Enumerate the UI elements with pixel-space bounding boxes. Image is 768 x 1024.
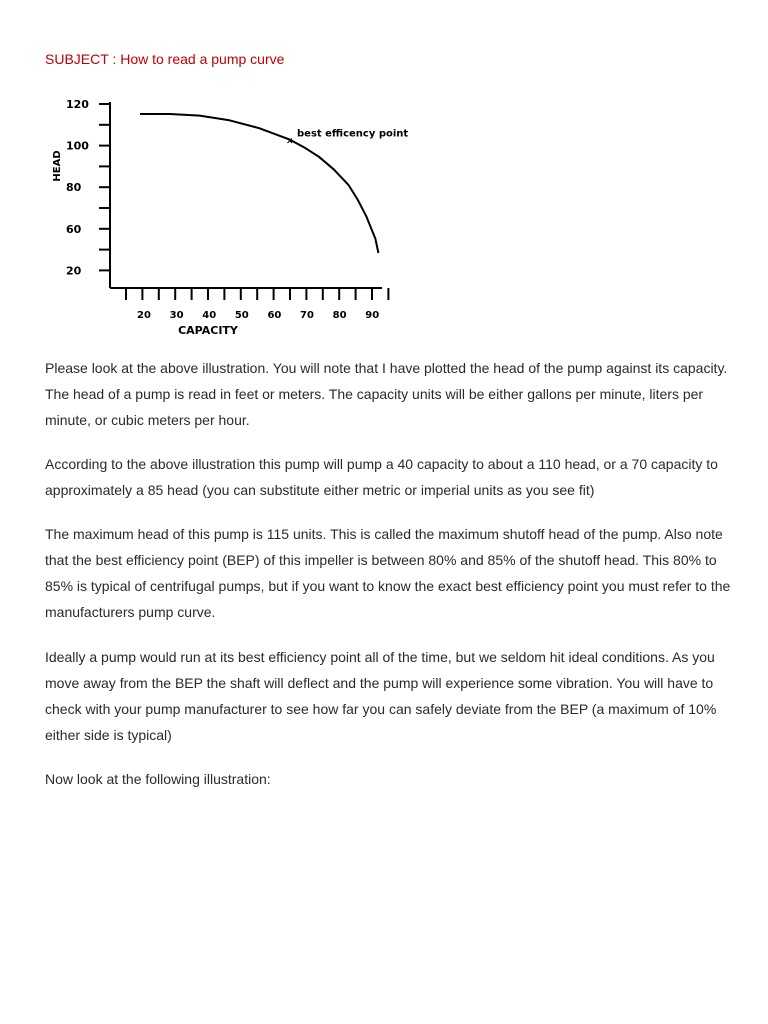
x-tick-label: 90 <box>365 310 380 321</box>
paragraph-2: According to the above illustration this pump will pump a 40 capacity to about a 110 head, or a 70 capacity to approximately a 85 head (you can substitute either metric or imperial units as you see fit) <box>45 456 718 498</box>
pump-curve-svg <box>40 88 420 344</box>
bep-label: best efficency point <box>297 128 409 140</box>
paragraph-3: The maximum head of this pump is 115 units. This is called the maximum shutoff head of the pump. Also note that the best efficiency point (BEP) of this impeller is between 80% and 85% of the shutoff head. This 80% to 85% is typical of centrifugal pumps, but if you want to know the exact best efficiency point you must refer to the manufacturers pump curve. <box>45 526 731 620</box>
pump-curve-chart <box>40 88 420 344</box>
y-tick-label: 60 <box>66 222 82 236</box>
bep-marker: × <box>286 136 294 147</box>
x-tick-label: 70 <box>300 310 314 321</box>
x-tick-label: 60 <box>267 310 282 321</box>
x-tick-label: 50 <box>234 310 249 321</box>
x-tick-label: 40 <box>202 310 217 321</box>
x-tick-label: 80 <box>332 310 347 321</box>
paragraph-5: Now look at the following illustration: <box>45 771 271 787</box>
paragraph-4: Ideally a pump would run at its best efficiency point all of the time, but we seldom hit ideal conditions. As you move away from the BEP the shaft will deflect and the pump will experience some vibration. You will have to check with your pump manufacturer to see how far you can safely deviate from the BEP (a maximum of 10% either side is typical) <box>45 649 717 743</box>
subject-heading: SUBJECT : How to read a pump curve <box>45 51 285 67</box>
chart-annotation <box>286 128 408 146</box>
paragraph-1: Please look at the above illustration. You will note that I have plotted the head of the pump against its capacity. The head of a pump is read in feet or meters. The capacity units will be either gallons per minute, liters per minute, or cubic meters per hour. <box>45 360 728 428</box>
x-axis-title: CAPACITY <box>178 324 238 337</box>
y-tick-label: 80 <box>66 181 82 195</box>
y-axis-title: HEAD <box>52 150 63 182</box>
y-tick-label: 100 <box>66 139 89 153</box>
x-tick-label: 30 <box>169 310 184 321</box>
x-tick-label: 20 <box>137 310 151 321</box>
y-tick-label: 20 <box>66 264 82 278</box>
y-tick-label: 120 <box>66 98 89 111</box>
